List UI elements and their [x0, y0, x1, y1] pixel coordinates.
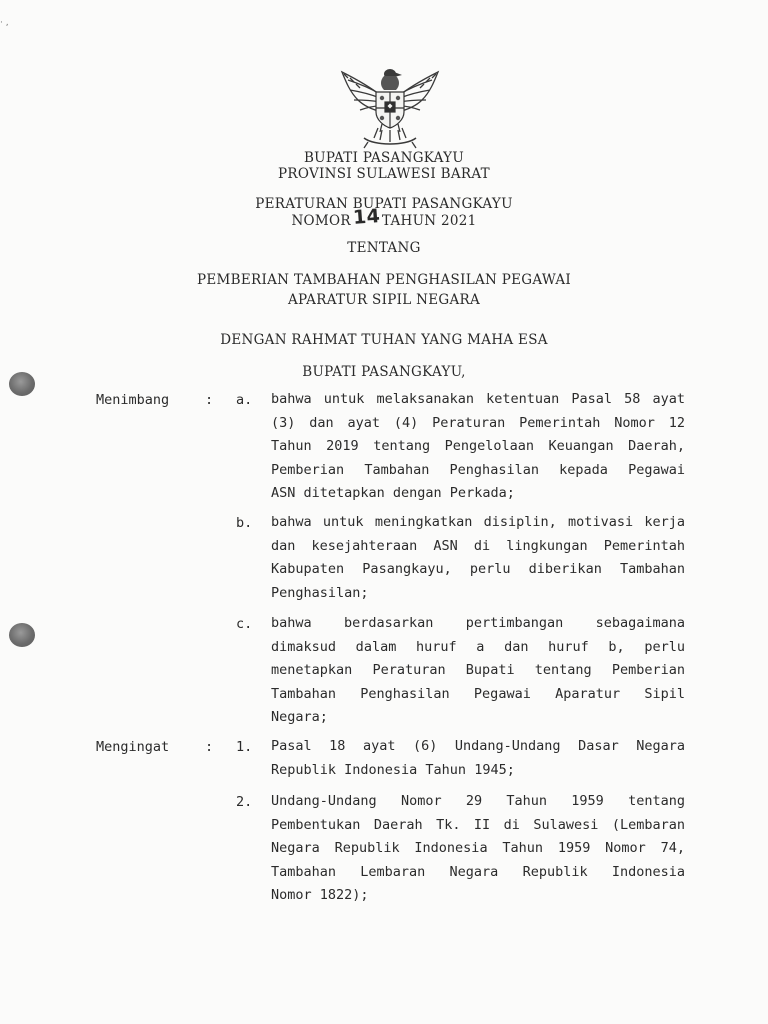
punch-hole	[9, 623, 35, 647]
text-line: Republik Indonesia Tahun 1945;	[271, 761, 515, 778]
menimbang-colon: :	[205, 392, 214, 408]
text-line: Undang-Undang Nomor 29 Tahun 1959 tentang	[271, 793, 685, 809]
subject-line-2: APARATUR SIPIL NEGARA	[287, 292, 481, 308]
preamble: DENGAN RAHMAT TUHAN YANG MAHA ESA	[220, 332, 548, 348]
text-line: menetapkan Peraturan Bupati tentang Pemberian	[271, 662, 685, 678]
text-line: Tahun 2019 tentang Pengelolaan Keuangan Daerah,	[271, 438, 685, 454]
issuer-line-2: PROVINSI SULAWESI BARAT	[278, 166, 490, 182]
text-line: dimaksud dalam huruf a dan huruf b, perlu	[271, 638, 685, 655]
menimbang-label: Menimbang	[96, 392, 170, 408]
text-line: Nomor 1822);	[271, 887, 369, 903]
mengingat-colon: :	[205, 739, 214, 755]
item-marker: 1.	[236, 739, 253, 755]
mengingat-label: Mengingat	[96, 739, 170, 755]
text-line: (3) dan ayat (4) Peraturan Pemerintah Nomor 12	[271, 414, 685, 431]
regulation-title: PERATURAN BUPATI PASANGKAYU	[255, 196, 513, 212]
text-line: Penghasilan;	[271, 584, 369, 601]
text-line: bahwa untuk meningkatkan disiplin, motivasi kerja	[271, 514, 685, 530]
item-marker: b.	[236, 515, 253, 531]
text-line: Pemberian Tambahan Penghasilan kepada Pegawai	[271, 461, 685, 478]
menimbang-item-b	[271, 511, 685, 605]
text-line: Pembentukan Daerah Tk. II di Sulawesi (Lembaran	[271, 816, 685, 833]
item-marker: c.	[236, 616, 253, 632]
issuer-line-1: BUPATI PASANGKAYU	[303, 150, 465, 166]
text-line: Negara;	[271, 709, 328, 725]
item-marker: 2.	[236, 794, 253, 810]
menimbang-item-c	[271, 612, 685, 730]
nomor-handwritten: 14	[352, 205, 381, 229]
scan-mark: · ,	[0, 18, 9, 28]
text-line: Pasal 18 ayat (6) Undang-Undang Dasar Negara	[271, 738, 685, 754]
punch-hole	[9, 372, 35, 396]
authority: BUPATI PASANGKAYU,	[302, 364, 466, 380]
text-line: dan kesejahteraan ASN di lingkungan Pemerintah	[271, 537, 685, 554]
subject-line-1: PEMBERIAN TAMBAHAN PENGHASILAN PEGAWAI	[196, 272, 572, 288]
item-marker: a.	[236, 392, 253, 408]
garuda-pancasila-emblem-icon	[334, 58, 446, 152]
text-line: ASN ditetapkan dengan Perkada;	[271, 485, 515, 501]
nomor-suffix: TAHUN 2021	[381, 213, 477, 229]
regulation-number	[0, 205, 768, 229]
menimbang-item-a	[271, 388, 685, 506]
text-line: Negara Republik Indonesia Tahun 1959 Nomor 74,	[271, 840, 685, 856]
text-line: Tambahan Penghasilan Pegawai Aparatur Sipil	[271, 685, 685, 702]
text-line: bahwa berdasarkan pertimbangan sebagaimana	[271, 615, 685, 631]
text-line: bahwa untuk melaksanakan ketentuan Pasal 58 ayat	[271, 391, 685, 407]
mengingat-item-2	[271, 790, 685, 908]
text-line: Tambahan Lembaran Negara Republik Indonesia	[271, 863, 685, 880]
text-line: Kabupaten Pasangkayu, perlu diberikan Tambahan	[271, 561, 685, 577]
tentang-heading: TENTANG	[347, 240, 421, 256]
mengingat-item-1	[271, 735, 685, 782]
nomor-prefix: NOMOR	[291, 213, 351, 229]
